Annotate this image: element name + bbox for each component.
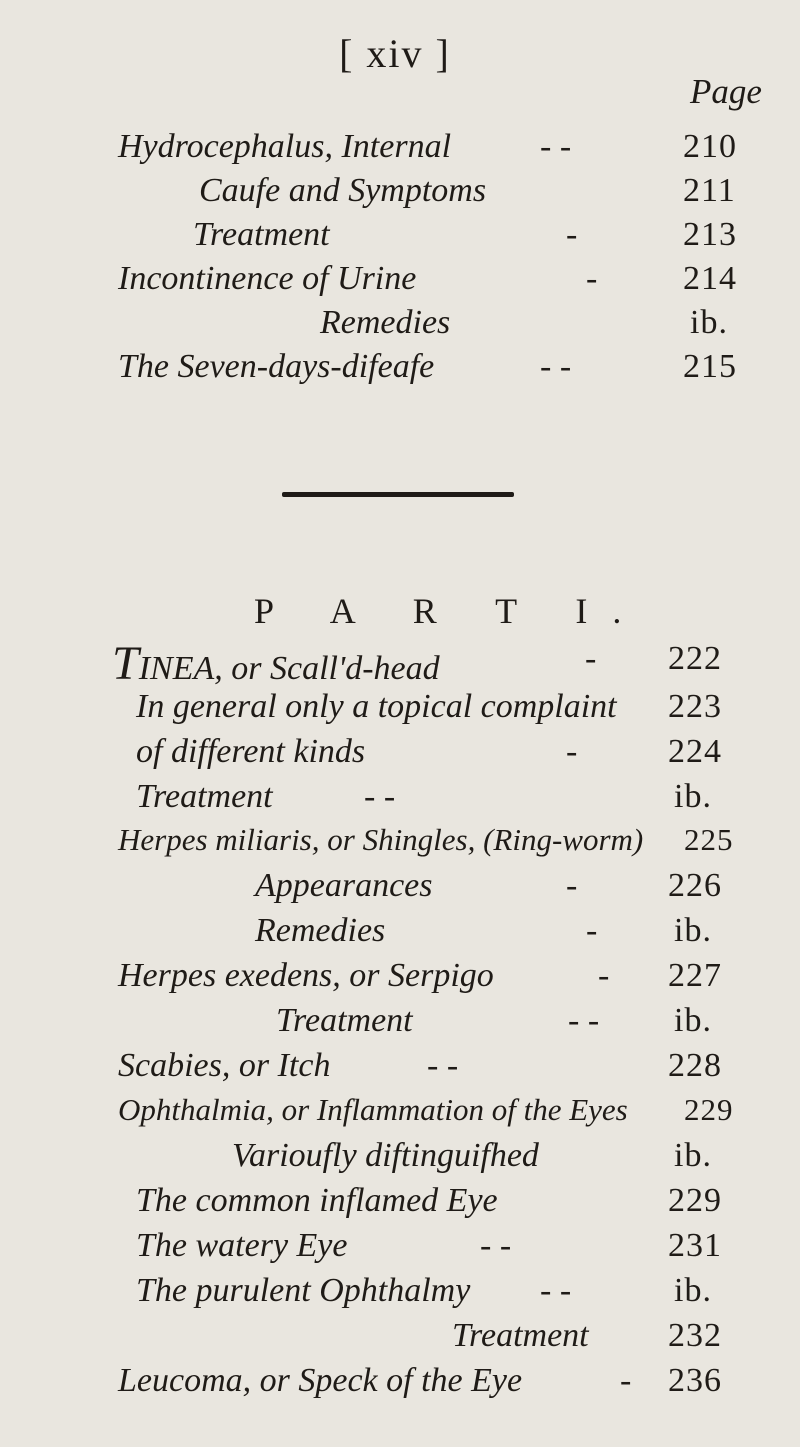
entry-title: Hydrocephalus, Internal xyxy=(118,128,452,165)
entry-page: 231 xyxy=(668,1227,722,1264)
toc-entry xyxy=(0,1272,800,1316)
toc-entry xyxy=(0,688,800,732)
entry-title-rest: INEA, or Scall'd-head xyxy=(138,650,440,687)
entry-leader: - - xyxy=(480,1227,512,1264)
entry-page: ib. xyxy=(674,1002,712,1039)
entry-page: 223 xyxy=(668,688,722,725)
toc-entry xyxy=(0,304,800,348)
entry-page: 213 xyxy=(683,216,737,253)
toc-entry xyxy=(0,867,800,911)
entry-page: ib. xyxy=(674,778,712,815)
entry-leader: - xyxy=(566,216,578,253)
entry-page: 229 xyxy=(668,1182,722,1219)
entry-leader: - xyxy=(586,260,598,297)
toc-entry xyxy=(0,128,800,172)
entry-page: 228 xyxy=(668,1047,722,1084)
section-divider xyxy=(282,492,514,497)
entry-title: Remedies xyxy=(320,304,451,341)
part-heading: P A R T I. xyxy=(254,591,647,631)
entry-leader: - - xyxy=(540,348,572,385)
entry-page: 215 xyxy=(683,348,737,385)
entry-page: ib. xyxy=(674,912,712,949)
entry-leader: - xyxy=(566,867,578,904)
entry-page: 232 xyxy=(668,1317,722,1354)
toc-entry xyxy=(0,1362,800,1406)
entry-title: of different kinds xyxy=(136,733,366,770)
entry-title: Leucoma, or Speck of the Eye xyxy=(118,1362,523,1399)
entry-page: 229 xyxy=(684,1092,734,1127)
toc-entry xyxy=(0,1317,800,1361)
toc-entry xyxy=(0,637,800,690)
entry-page: 226 xyxy=(668,867,722,904)
entry-leader: - xyxy=(566,733,578,770)
entry-leader: - xyxy=(620,1362,632,1399)
drop-cap: T xyxy=(112,637,139,690)
entry-title: Herpes miliaris, or Shingles, (Ring-worm) xyxy=(118,822,644,857)
toc-entry xyxy=(0,1137,800,1181)
entry-title: Herpes exedens, or Serpigo xyxy=(118,957,494,994)
entry-page: 227 xyxy=(668,957,722,994)
entry-title: Ophthalmia, or Inflammation of the Eyes xyxy=(118,1092,628,1127)
entry-page: 236 xyxy=(668,1362,722,1399)
entry-page: ib. xyxy=(674,1272,712,1309)
entry-title: The common inflamed Eye xyxy=(136,1182,498,1219)
entry-title: Treatment xyxy=(136,778,273,815)
entry-title: Treatment xyxy=(193,216,330,253)
toc-entry xyxy=(0,260,800,304)
entry-page: 224 xyxy=(668,733,722,770)
entry-title: The Seven-days-difeafe xyxy=(118,348,435,385)
page-number: [ xiv ] xyxy=(339,31,451,76)
entry-page: ib. xyxy=(674,1137,712,1174)
toc-entry xyxy=(0,778,800,822)
toc-entry xyxy=(0,1047,800,1091)
entry-leader: - - xyxy=(427,1047,459,1084)
entry-title: Treatment xyxy=(276,1002,413,1039)
entry-page: 214 xyxy=(683,260,737,297)
entry-title: In general only a topical complaint xyxy=(136,688,617,725)
entry-page: 211 xyxy=(683,172,736,209)
entry-title: Scabies, or Itch xyxy=(118,1047,331,1084)
entry-leader: - xyxy=(586,912,598,949)
toc-entry xyxy=(0,912,800,956)
entry-title: Incontinence of Urine xyxy=(118,260,417,297)
entry-title: The purulent Ophthalmy xyxy=(136,1272,471,1309)
entry-title: Remedies xyxy=(255,912,386,949)
entry-page: ib. xyxy=(690,304,728,341)
entry-page: 210 xyxy=(683,128,737,165)
entry-leader: - - xyxy=(568,1002,600,1039)
entry-title: Caufe and Symptoms xyxy=(199,172,487,209)
toc-entry xyxy=(0,733,800,777)
entry-leader: - xyxy=(585,640,597,677)
toc-entry xyxy=(0,1092,800,1136)
entry-leader: - - xyxy=(540,1272,572,1309)
entry-page: 225 xyxy=(684,822,734,857)
toc-entry xyxy=(0,1002,800,1046)
entry-leader: - xyxy=(598,957,610,994)
toc-entry xyxy=(0,1227,800,1271)
entry-leader: - - xyxy=(364,778,396,815)
entry-page: 222 xyxy=(668,640,722,677)
toc-entry xyxy=(0,172,800,216)
entry-title: Treatment xyxy=(452,1317,589,1354)
page-column-label: Page xyxy=(690,72,762,111)
toc-entry xyxy=(0,216,800,260)
entry-title: The watery Eye xyxy=(136,1227,348,1264)
entry-leader: - - xyxy=(540,128,572,165)
entry-title xyxy=(112,637,440,690)
toc-entry xyxy=(0,957,800,1001)
toc-entry xyxy=(0,348,800,392)
toc-entry xyxy=(0,822,800,866)
toc-entry xyxy=(0,1182,800,1226)
entry-title: Varioufly diftinguifhed xyxy=(232,1137,539,1174)
entry-title: Appearances xyxy=(255,867,433,904)
